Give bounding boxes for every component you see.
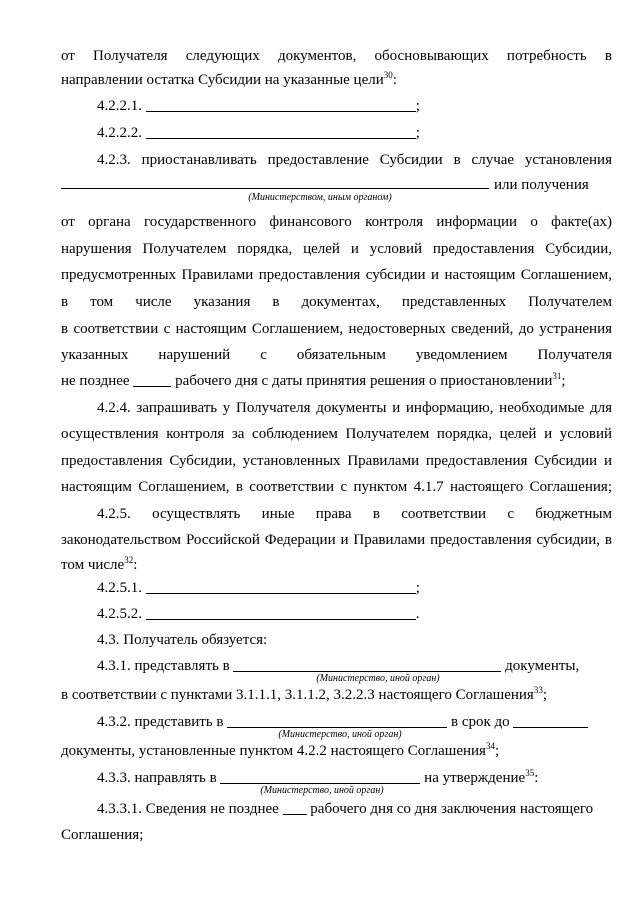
footnote-ref: 33	[533, 685, 543, 695]
footnote-ref: 35	[525, 768, 535, 778]
text-line: в том числе указания в документах, представленных Получателем	[61, 294, 612, 310]
clause-4-3-3: 4.3.3. направлять в на утверждение$^{35}$:	[97, 768, 539, 786]
fill-in-blank[interactable]	[146, 605, 416, 620]
clause-4-2-2-2: 4.2.2.2. ;	[97, 125, 420, 141]
footnote-ref: 32	[124, 555, 134, 565]
clause-4-2-4: 4.2.4. запрашивать у Получателя документы и информацию, необходимые для	[97, 400, 612, 416]
text-line: указанных нарушений с обязательным уведомлением Получателя	[61, 347, 612, 363]
clause-4-2-5-1: 4.2.5.1. ;	[97, 580, 420, 596]
text-line: осуществления контроля за соблюдением Получателем порядка, целей и условий	[61, 426, 612, 442]
field-caption: (Министерство, иной орган)	[316, 673, 440, 684]
text-line: настоящим Соглашением, в соответствии с пунктом 4.1.7 настоящего Соглашения;	[61, 479, 612, 495]
clause-4-2-2-1: 4.2.2.1. ;	[97, 98, 420, 114]
text-line: в соответствии с пунктами 3.1.1.1, 3.1.1.2, 3.2.2.3 настоящего Соглашения$^{33}$;	[61, 685, 547, 703]
footnote-ref: 30	[383, 70, 393, 80]
clause-4-2-5-2: 4.2.5.2. .	[97, 606, 420, 622]
date-blank[interactable]	[513, 713, 588, 728]
text-line: предоставления Субсидии, установленных Правилами предоставления Субсидии и	[61, 453, 612, 469]
text-line: предусмотренных Правилами предоставления субсидии и настоящим Соглашением,	[61, 267, 612, 283]
fill-in-blank[interactable]	[61, 188, 489, 189]
field-caption: (Министерством, иным органом)	[248, 192, 392, 203]
field-caption: (Министерство, иной орган)	[260, 785, 384, 796]
text-line: документы, установленные пунктом 4.2.2 настоящего Соглашения$^{34}$;	[61, 741, 500, 759]
footnote-ref: 31	[552, 371, 562, 381]
clause-4-2-5: 4.2.5. осуществлять иные права в соответствии с бюджетным	[97, 506, 612, 522]
clause-4-3-2: 4.3.2. представить в в срок до	[97, 713, 612, 731]
footnote-ref: 34	[485, 741, 495, 751]
clause-4-3-3-1: 4.3.3.1. Сведения не позднее рабочего дня со дня заключения настоящего	[97, 801, 594, 817]
fill-in-blank[interactable]	[283, 800, 307, 815]
fill-in-blank[interactable]	[227, 713, 447, 728]
text-line: в соответствии с настоящим Соглашением, недостоверных сведений, до устранения	[61, 321, 612, 337]
text-line: законодательством Российской Федерации и Правилами предоставления субсидии, в	[61, 532, 612, 548]
text-line: направлении остатка Субсидии на указанные цели$^{30}$:	[61, 70, 397, 88]
text-line: или получения	[494, 177, 589, 193]
fill-in-blank[interactable]	[220, 769, 420, 784]
field-caption: (Министерство, иной орган)	[278, 729, 402, 740]
section-4-3-heading: 4.3. Получатель обязуется:	[97, 632, 268, 648]
text-line: том числе$^{32}$:	[61, 555, 138, 573]
fill-in-blank[interactable]	[146, 97, 416, 112]
clause-4-2-3-heading: 4.2.3. приостанавливать предоставление Субсидии в случае установления	[97, 152, 612, 168]
fill-in-blank[interactable]	[146, 124, 416, 139]
fill-in-blank[interactable]	[233, 657, 501, 672]
fill-in-blank[interactable]	[133, 372, 171, 387]
text-line: от Получателя следующих документов, обосновывающих потребность в	[61, 48, 612, 64]
clause-4-3-1: 4.3.1. представлять в документы,	[97, 658, 580, 674]
text-line: нарушения Получателем порядка, целей и условий предоставления Субсидии,	[61, 241, 612, 257]
text-line: от органа государственного финансового контроля информации о факте(ах)	[61, 214, 612, 230]
text-line: Соглашения;	[61, 827, 144, 843]
fill-in-blank[interactable]	[146, 579, 416, 594]
text-line: не позднее рабочего дня с даты принятия решения о приостановлении$^{31}$;	[61, 371, 566, 389]
